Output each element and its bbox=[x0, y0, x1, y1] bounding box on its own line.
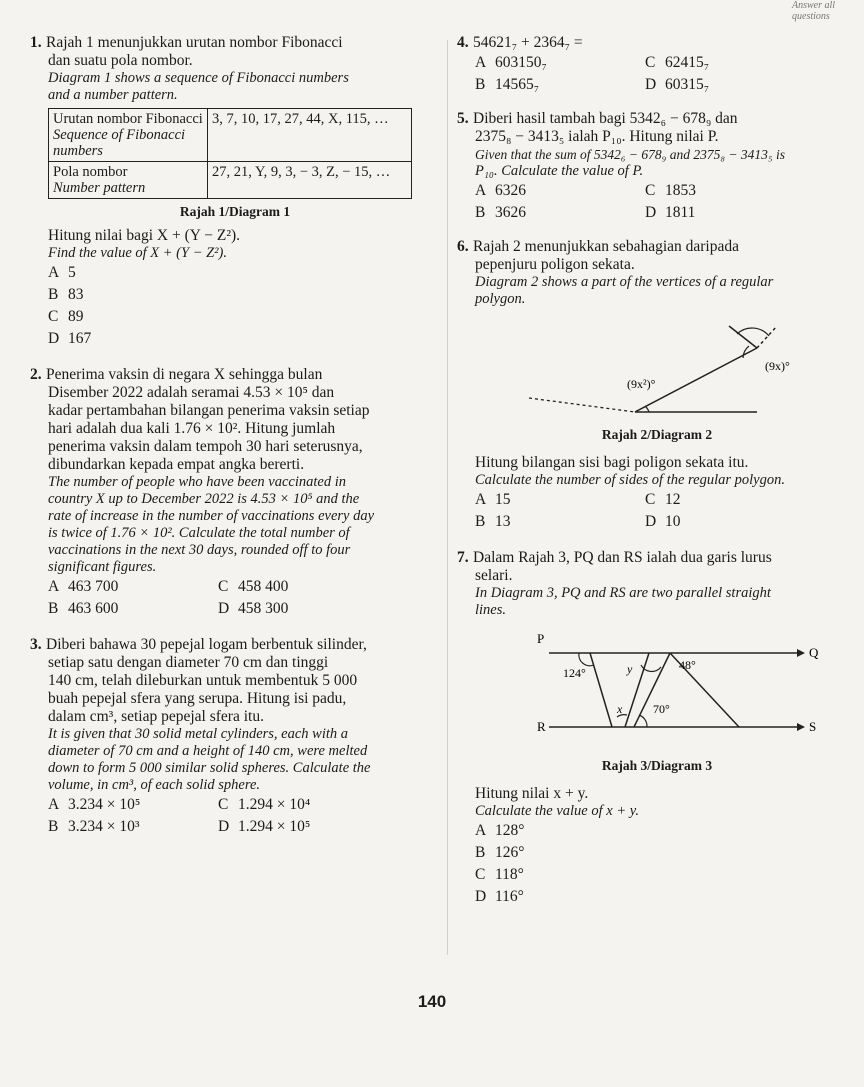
q5-text-bm: Diberi hasil tambah bagi 5342₆ − 678₉ dan bbox=[473, 110, 738, 127]
option-a[interactable]: A 603150₇ bbox=[475, 54, 547, 71]
q7-ask-bm: Hitung nilai x + y. bbox=[475, 785, 589, 802]
q2-options bbox=[30, 576, 440, 620]
q5-options bbox=[457, 180, 857, 224]
option-c[interactable]: C 458 400 bbox=[218, 578, 289, 595]
angle-arc bbox=[645, 406, 649, 412]
q7-text-en-2: lines. bbox=[475, 602, 507, 618]
angle-arc bbox=[737, 328, 769, 336]
right-column bbox=[457, 34, 857, 908]
q2-line: kadar pertambahan bilangan penerima vaksin setiap bbox=[48, 402, 370, 419]
option-b[interactable]: B 13 bbox=[475, 513, 511, 530]
option-c[interactable]: C 12 bbox=[645, 491, 681, 508]
q2-line: Disember 2022 adalah seramai 4.53 × 10⁵ dan bbox=[48, 384, 335, 401]
angle-arc bbox=[639, 715, 647, 727]
option-c[interactable]: C 118° bbox=[475, 866, 524, 883]
q6-text-en-2: polygon. bbox=[475, 291, 526, 307]
q6-options bbox=[457, 489, 857, 533]
q4-number: 4. bbox=[457, 34, 469, 51]
angle-label-y: y bbox=[627, 662, 633, 676]
table-cell bbox=[49, 162, 208, 199]
q7-number: 7. bbox=[457, 549, 469, 566]
q3-line-en: volume, in cm³, of each solid sphere. bbox=[48, 777, 260, 793]
question-3 bbox=[30, 636, 440, 838]
q3-line-en: down to form 5 000 similar solid spheres. Calculate the bbox=[48, 760, 371, 776]
polygon-edge-dashed bbox=[529, 398, 635, 412]
q3-line: 140 cm, telah dileburkan untuk membentuk 5 000 bbox=[48, 672, 358, 689]
point-label-r: R bbox=[537, 719, 546, 734]
q5-text-bm-2: 2375₈ − 3413₅ ialah P₁₀. Hitung nilai P. bbox=[475, 128, 719, 145]
q5-text-en-2: P₁₀. Calculate the value of P. bbox=[475, 163, 644, 179]
parallel-lines-diagram bbox=[457, 627, 857, 757]
diagram-1-caption: Rajah 1/Diagram 1 bbox=[179, 204, 291, 219]
q2-line-en: rate of increase in the number of vaccinations every day bbox=[48, 508, 375, 524]
table-cell: 3, 7, 10, 17, 27, 44, X, 115, … bbox=[208, 109, 412, 162]
q7-ask-en: Calculate the value of x + y. bbox=[475, 803, 640, 819]
q1-options bbox=[30, 262, 440, 350]
option-b[interactable]: B 14565₇ bbox=[475, 76, 540, 93]
option-a[interactable]: A 3.234 × 10⁵ bbox=[48, 796, 141, 813]
q4-text: 54621₇ + 2364₇ = bbox=[473, 34, 583, 51]
q6-number: 6. bbox=[457, 238, 469, 255]
angle-label-48: 48° bbox=[679, 658, 696, 672]
option-a[interactable]: A 5 bbox=[48, 264, 76, 281]
table-cell bbox=[49, 109, 208, 162]
option-b[interactable]: B 126° bbox=[475, 844, 525, 861]
pattern-header-bm: Pola nombor bbox=[53, 164, 128, 180]
option-c[interactable]: C 1853 bbox=[645, 182, 696, 199]
angle-label-9x2: (9x²)° bbox=[627, 377, 656, 391]
option-a[interactable]: A 463 700 bbox=[48, 578, 119, 595]
header-note: Answer all questions bbox=[792, 0, 836, 22]
point-label-q: Q bbox=[809, 645, 819, 660]
point-label-s: S bbox=[809, 719, 817, 734]
q2-line-en: vaccinations in the next 30 days, rounded off to four bbox=[48, 542, 351, 558]
q7-options bbox=[457, 820, 857, 908]
question-6 bbox=[457, 238, 857, 533]
option-b[interactable]: B 3626 bbox=[475, 204, 526, 221]
left-column bbox=[30, 34, 440, 838]
option-b[interactable]: B 3.234 × 10³ bbox=[48, 818, 140, 835]
angle-label-x: x bbox=[617, 702, 623, 716]
q2-line-en: country X up to December 2022 is 4.53 × 10⁵ and the bbox=[48, 491, 360, 507]
q2-line-en: The number of people who have been vaccinated in bbox=[48, 474, 346, 490]
option-a[interactable]: A 15 bbox=[475, 491, 511, 508]
option-d[interactable]: D 10 bbox=[645, 513, 681, 530]
option-b[interactable]: B 463 600 bbox=[48, 600, 119, 617]
q1-number: 1. bbox=[30, 34, 42, 51]
page-number: 140 bbox=[417, 992, 447, 1011]
q7-text-bm: Dalam Rajah 3, PQ dan RS ialah dua garis lurus bbox=[473, 549, 772, 566]
option-b[interactable]: B 83 bbox=[48, 286, 84, 303]
fib-header-bm: Urutan nombor Fibonacci bbox=[53, 111, 203, 127]
q1-text-bm: Rajah 1 menunjukkan urutan nombor Fibonacci bbox=[46, 34, 343, 51]
q1-text-bm-2: dan suatu pola nombor. bbox=[48, 52, 193, 69]
q6-text-en: Diagram 2 shows a part of the vertices of a regular bbox=[475, 274, 774, 290]
q5-text-en: Given that the sum of 5342₆ − 678₉ and 2375₈ − 3413₅ is bbox=[475, 147, 785, 162]
diagram-2-caption: Rajah 2/Diagram 2 bbox=[601, 427, 713, 442]
q2-line: penerima vaksin dalam tempoh 30 hari seterusnya, bbox=[48, 438, 363, 455]
angle-label-70: 70° bbox=[653, 702, 670, 716]
q6-ask-bm: Hitung bilangan sisi bagi poligon sekata itu. bbox=[475, 454, 749, 471]
q2-line: Penerima vaksin di negara X sehingga bulan bbox=[46, 366, 323, 383]
q1-text-en: Diagram 1 shows a sequence of Fibonacci numbers bbox=[48, 70, 349, 86]
point-label-p: P bbox=[537, 631, 545, 646]
column-divider bbox=[447, 40, 448, 955]
q2-line: dibundarkan kepada empat angka bererti. bbox=[48, 456, 305, 473]
option-c[interactable]: C 1.294 × 10⁴ bbox=[218, 796, 311, 813]
angle-label-124: 124° bbox=[563, 666, 586, 680]
q1-ask-en: Find the value of X + (Y − Z²). bbox=[48, 245, 227, 261]
transversal bbox=[590, 653, 612, 727]
pattern-header-en: Number pattern bbox=[53, 180, 146, 196]
q2-number: 2. bbox=[30, 366, 42, 383]
fibonacci-table bbox=[48, 108, 412, 199]
q6-text-bm: Rajah 2 menunjukkan sebahagian daripada bbox=[473, 238, 739, 255]
q1-ask-bm: Hitung nilai bagi X + (Y − Z²). bbox=[48, 227, 241, 244]
question-4 bbox=[457, 34, 857, 96]
q3-line: Diberi bahawa 30 pepejal logam berbentuk silinder, bbox=[46, 636, 367, 653]
q3-line: setiap satu dengan diameter 70 cm dan tinggi bbox=[48, 654, 329, 671]
q2-line: hari adalah dua kali 1.76 × 10². Hitung jumlah bbox=[48, 420, 336, 437]
q6-ask-en: Calculate the number of sides of the regular polygon. bbox=[475, 472, 785, 488]
option-c[interactable]: C 89 bbox=[48, 308, 84, 325]
q1-text-en-2: and a number pattern. bbox=[48, 87, 178, 103]
q3-options bbox=[30, 794, 440, 838]
question-1 bbox=[30, 34, 440, 350]
table-cell: 27, 21, Y, 9, 3, − 3, Z, − 15, … bbox=[208, 162, 412, 199]
option-d[interactable]: D 116° bbox=[475, 888, 524, 905]
q3-line: buah pepejal sfera yang serupa. Hitung isi padu, bbox=[48, 690, 347, 707]
q4-options bbox=[457, 52, 857, 96]
q3-line-en: It is given that 30 solid metal cylinders, each with a bbox=[48, 726, 349, 742]
q7-text-bm-2: selari. bbox=[475, 567, 513, 584]
q6-text-bm-2: pepenjuru poligon sekata. bbox=[475, 256, 635, 273]
angle-label-9x: (9x)° bbox=[765, 359, 790, 373]
option-d[interactable]: D 60315₇ bbox=[645, 76, 710, 93]
fib-header-en: Sequence of Fibonacci numbers bbox=[53, 127, 186, 159]
arrow-icon bbox=[797, 723, 805, 731]
question-7 bbox=[457, 549, 857, 908]
option-d[interactable]: D 1.294 × 10⁵ bbox=[218, 818, 311, 835]
option-d[interactable]: D 1811 bbox=[645, 204, 696, 221]
q3-line-en: diameter of 70 cm and a height of 140 cm, were melted bbox=[48, 743, 368, 759]
option-c[interactable]: C 62415₇ bbox=[645, 54, 710, 71]
q3-number: 3. bbox=[30, 636, 42, 653]
q7-text-en: In Diagram 3, PQ and RS are two parallel straight bbox=[475, 585, 771, 601]
q2-line-en: is twice of 1.76 × 10². Calculate the total number of bbox=[48, 525, 350, 541]
q5-number: 5. bbox=[457, 110, 469, 127]
q3-line: dalam cm³, setiap pepejal sfera itu. bbox=[48, 708, 264, 725]
question-5 bbox=[457, 110, 857, 224]
option-a[interactable]: A 128° bbox=[475, 822, 525, 839]
diagram-3-caption: Rajah 3/Diagram 3 bbox=[601, 758, 713, 773]
arrow-icon bbox=[797, 649, 805, 657]
polygon-diagram bbox=[457, 308, 857, 426]
option-a[interactable]: A 6326 bbox=[475, 182, 526, 199]
option-d[interactable]: D 458 300 bbox=[218, 600, 289, 617]
table-row bbox=[49, 162, 412, 199]
question-2 bbox=[30, 366, 440, 620]
option-d[interactable]: D 167 bbox=[48, 330, 92, 347]
table-row bbox=[49, 109, 412, 162]
q2-line-en: significant figures. bbox=[48, 559, 157, 575]
